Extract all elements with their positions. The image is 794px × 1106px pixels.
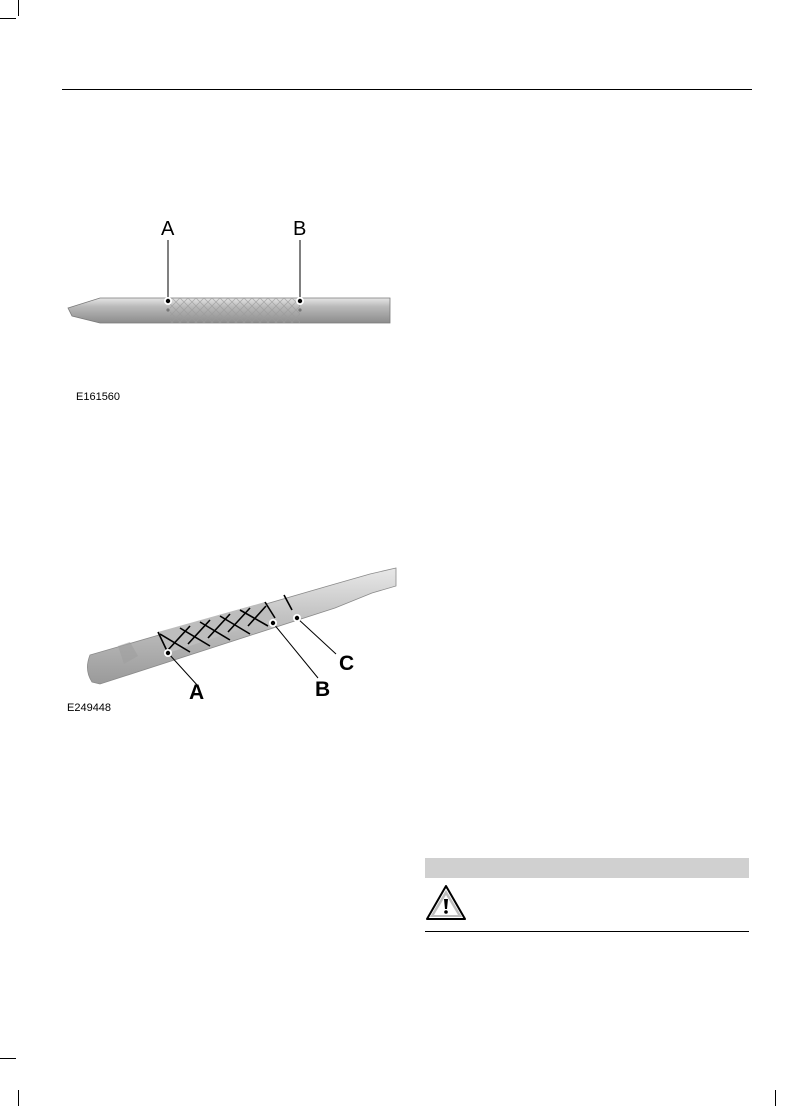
header-rule <box>62 89 752 90</box>
callout-label-c: C <box>339 652 355 675</box>
warning-header-bar <box>425 858 749 878</box>
figure-code: E249448 <box>67 702 112 714</box>
warning-bottom-rule <box>425 931 749 932</box>
callout-label-b: B <box>315 678 331 701</box>
callout-label-a: A <box>189 681 205 704</box>
dipstick-illustration <box>60 560 400 705</box>
figure-code: E161560 <box>76 391 121 403</box>
callout-label-a: A <box>161 218 175 240</box>
dipstick-figure-e249448 <box>60 560 400 720</box>
crop-mark-bottom-left <box>18 1090 19 1106</box>
dipstick-illustration <box>60 210 400 340</box>
crop-mark-top-left-h <box>0 18 16 19</box>
crop-mark-bottom-right <box>775 1090 776 1106</box>
crop-mark-top-left <box>18 0 19 16</box>
warning-triangle-icon <box>425 884 467 922</box>
dipstick-figure-e161560 <box>60 210 400 410</box>
crop-mark-bottom-left-h <box>0 1058 16 1059</box>
callout-label-b: B <box>293 218 307 240</box>
